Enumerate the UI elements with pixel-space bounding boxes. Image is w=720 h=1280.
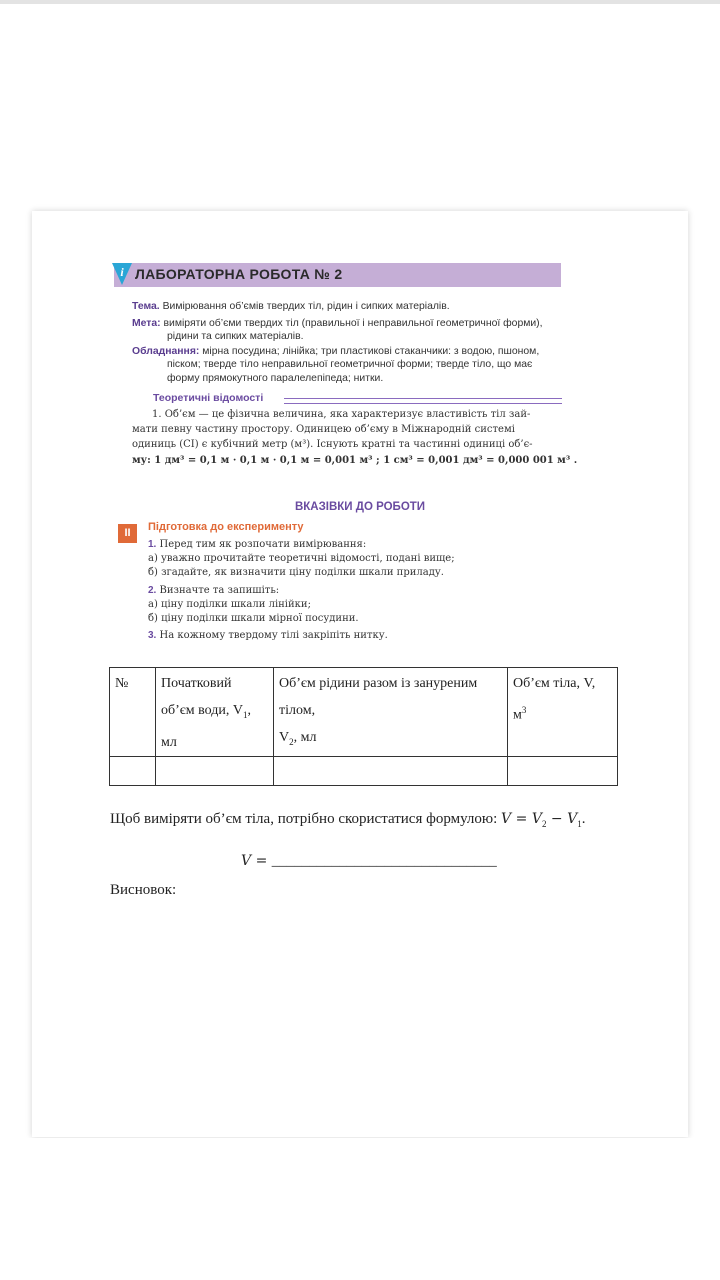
table-cell[interactable] bbox=[156, 756, 274, 785]
step-2 bbox=[148, 584, 279, 598]
answer-v: V bbox=[241, 853, 252, 869]
theory-line-4: му: 1 дм³ = 0,1 м · 0,1 м · 0,1 м = 0,001 м³ ; 1 см³ = 0,001 дм³ = 0,000 001 м³ . bbox=[132, 455, 578, 466]
formula-eq: = bbox=[511, 811, 532, 827]
col-initial-volume-sub: 1 bbox=[243, 709, 248, 720]
prep-section-icon: II bbox=[118, 524, 137, 543]
measurement-table bbox=[109, 667, 618, 786]
bottom-area bbox=[0, 1138, 720, 1280]
formula-answer-line bbox=[241, 853, 497, 870]
theory-line-2: мати певну частину простору. Одиницею об’єму в Міжнародній системі bbox=[132, 424, 515, 435]
table-cell[interactable] bbox=[274, 756, 508, 785]
formula-text: Щоб виміряти об’єм тіла, потрібно скористатися формулою: bbox=[110, 811, 502, 827]
theory-line-3: одиниць (СІ) є кубічний метр (м³). Існують кратні та частинні одиниці об’є- bbox=[132, 439, 533, 450]
col-initial-volume-header: Початковий об’єм води, $V_1$, мл bbox=[156, 668, 274, 757]
formula-v: V bbox=[501, 811, 512, 827]
col-body-volume-l2: м bbox=[513, 707, 522, 723]
table-cell[interactable] bbox=[508, 756, 618, 785]
document-page bbox=[32, 211, 688, 1137]
step-1-number: 1. bbox=[148, 539, 157, 550]
goal-label: Мета: bbox=[132, 318, 161, 329]
topic-text: Вимірювання об’ємів твердих тіл, рідин і сипких матеріалів. bbox=[162, 301, 450, 312]
formula-minus: − bbox=[546, 811, 568, 827]
step-1a: а) уважно прочитайте теоретичні відомості, подані вище; bbox=[148, 553, 455, 564]
col-total-volume-l3: V bbox=[279, 730, 290, 745]
answer-blank[interactable]: ______________________________ bbox=[271, 853, 497, 869]
formula-line bbox=[110, 811, 585, 829]
equipment-line bbox=[132, 345, 539, 358]
lab-title: ЛАБОРАТОРНА РОБОТА № 2 bbox=[135, 266, 343, 282]
topic-line bbox=[132, 300, 450, 313]
step-3-text: На кожному твердому тілі закріпіть нитку. bbox=[159, 630, 388, 641]
theory-line-1: 1. Об’єм — це фізична величина, яка характеризує властивість тіл зай- bbox=[152, 409, 531, 420]
col-initial-volume-l2: об’єм води, V bbox=[161, 703, 243, 718]
col-initial-volume-l3: мл bbox=[161, 734, 177, 750]
step-3-number: 3. bbox=[148, 630, 157, 641]
col-number-label: № bbox=[115, 676, 129, 691]
equipment-text-2: піском; тверде тіло неправильної геометричної форми; тверде тіло, що має bbox=[167, 359, 533, 370]
col-total-volume-header bbox=[274, 668, 508, 757]
goal-line bbox=[132, 317, 543, 330]
col-body-volume-sup: 3 bbox=[521, 705, 527, 715]
equipment-text-1: мірна посудина; лінійка; три пластикові стаканчики: з водою, пшоном, bbox=[202, 346, 540, 357]
prep-heading: Підготовка до експерименту bbox=[148, 521, 304, 533]
equipment-label: Обладнання: bbox=[132, 346, 200, 357]
table-header-row bbox=[110, 668, 618, 757]
top-bar bbox=[0, 0, 720, 4]
formula-end: . bbox=[581, 811, 586, 827]
theory-rule bbox=[284, 398, 562, 404]
formula-v1: V bbox=[567, 811, 578, 827]
formula-v2-sub: 2 bbox=[541, 819, 547, 829]
answer-eq: = bbox=[251, 853, 272, 869]
topic-label: Тема. bbox=[132, 301, 160, 312]
col-body-volume-header bbox=[508, 668, 618, 757]
info-marker-icon bbox=[112, 263, 132, 285]
step-3 bbox=[148, 629, 388, 643]
theory-heading: Теоретичні відомості bbox=[153, 392, 264, 404]
step-1b: б) згадайте, як визначити ціну поділки шкали приладу. bbox=[148, 567, 444, 578]
guide-heading: ВКАЗІВКИ ДО РОБОТИ bbox=[294, 501, 426, 513]
conclusion-label: Висновок: bbox=[110, 882, 177, 898]
col-total-volume-unit: , мл bbox=[293, 730, 317, 745]
goal-text-1: виміряти об’єми твердих тіл (правильної і неправильної геометричної форми), bbox=[163, 318, 543, 329]
goal-text-2: рідини та сипких матеріалів. bbox=[167, 331, 304, 342]
table-cell[interactable] bbox=[110, 756, 156, 785]
step-1 bbox=[148, 538, 366, 552]
step-2b: б) ціну поділки шкали мірної посудини. bbox=[148, 613, 359, 624]
table-row bbox=[110, 756, 618, 785]
step-1-text: Перед тим як розпочати вимірювання: bbox=[159, 539, 367, 550]
col-body-volume-l1: Об’єм тіла, V, bbox=[513, 676, 596, 691]
step-2-text: Визначте та запишіть: bbox=[159, 585, 280, 596]
col-total-volume-sub: 2 bbox=[289, 736, 294, 747]
col-total-volume-l1: Об’єм рідини разом із зануреним bbox=[279, 676, 478, 691]
formula-v2: V bbox=[531, 811, 542, 827]
col-number-header bbox=[110, 668, 156, 757]
equipment-text-3: форму прямокутного паралелепіпеда; нитки. bbox=[167, 373, 384, 384]
col-total-volume-l2: тілом, bbox=[279, 703, 316, 718]
svg-text:i: i bbox=[120, 265, 124, 279]
step-2a: а) ціну поділки шкали лінійки; bbox=[148, 599, 311, 610]
step-2-number: 2. bbox=[148, 585, 157, 596]
col-initial-volume-l1: Початковий bbox=[161, 676, 232, 691]
formula-v1-sub: 1 bbox=[577, 819, 582, 829]
